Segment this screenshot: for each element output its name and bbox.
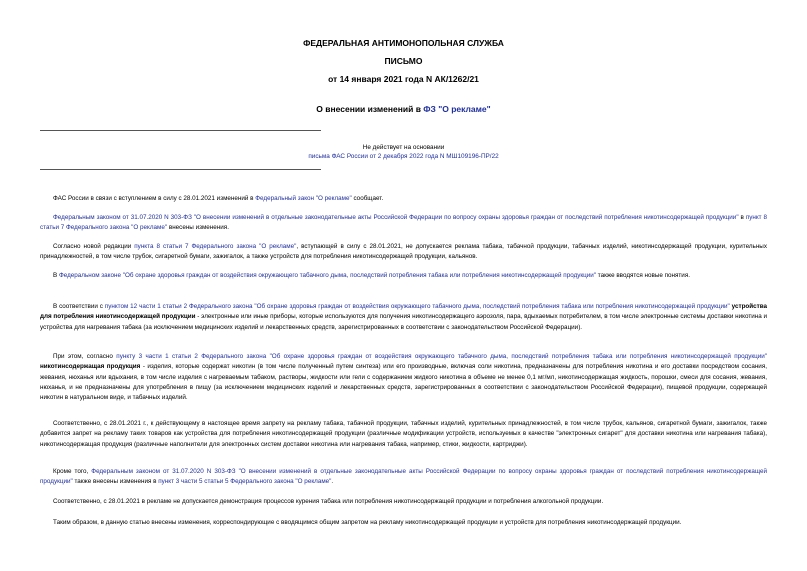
- law-link[interactable]: пункт 8 статьи 7 Федерального закона "О рекламе": [40, 214, 768, 232]
- law-link[interactable]: Федеральном законе "Об охране здоровья граждан от воздействия окружающего табачного дыма, последствий потребления табака или потребления никотинсодержащей продукции": [58, 272, 597, 279]
- status-note-line: Не действует на основании: [362, 144, 445, 151]
- law-link[interactable]: пункта 8 статьи 7 Федерального закона "О рекламе": [134, 243, 297, 250]
- text: При этом, согласно: [53, 353, 117, 360]
- paragraph-3: [40, 242, 767, 263]
- paragraph-9: [40, 497, 767, 507]
- defined-term: устройства для потребления никотинсодержащей продукции: [40, 303, 768, 321]
- text: Согласно новой редакции: [53, 243, 135, 250]
- law-link[interactable]: пунктом 12 части 1 статьи 2 Федерального закона "Об охране здоровья граждан от воздействия окружающего табачного дыма, последствий потребления табака или потребления никотинсодержащей продукции": [104, 303, 730, 310]
- divider-top: [40, 130, 321, 131]
- document-type: ПИСЬМО: [384, 56, 423, 66]
- law-link[interactable]: Федеральный закон "О рекламе": [255, 195, 352, 202]
- text: , вступающей в силу с 28.01.2021, не допускается реклама табака, табачной продукции, табачных изделий, никотинсодержащей продукции, курительных принадлежностей, в том числе трубок, сигаретной бумаги, зажигалок, а также устройств для потребления никотинсодержащей продукции, кальянов.: [40, 243, 767, 261]
- text: В соответствии с: [53, 303, 105, 310]
- document-date-number: от 14 января 2021 года N АК/1262/21: [328, 74, 479, 84]
- title-law-link[interactable]: ФЗ "О рекламе": [423, 104, 491, 114]
- agency-name: ФЕДЕРАЛЬНАЯ АНТИМОНОПОЛЬНАЯ СЛУЖБА: [303, 38, 504, 48]
- law-link[interactable]: Федеральным законом от 31.07.2020 N 303-ФЗ "О внесении изменений в отдельные законодательные акты Российской Федерации по вопросу охраны здоровья граждан от последствий потребления никотинсодержащей продукции": [40, 468, 767, 486]
- paragraph-10: [40, 518, 767, 528]
- text: Соответственно, с 28.01.2021 в рекламе не допускается демонстрация процессов курения табака или потребления никотинсодержащей продукции и потребления алкогольной продукции.: [53, 498, 604, 505]
- paragraph-6: [40, 352, 767, 403]
- paragraph-1: [40, 194, 767, 204]
- text: также внесены изменения в: [72, 478, 159, 486]
- text: В: [53, 272, 59, 279]
- text: внесены изменения.: [167, 224, 229, 232]
- text: - электронные или иные приборы, которые используются для получения никотинсодержащего аэрозоля, пара, вдыхаемых потребителем, в том числе электронные системы доставки никотина и устройства для нагревания табака (за исключением медицинских изделий и лекарственных средств, зарегистрированных в соответствии с законодательством Российской Федерации).: [40, 313, 767, 331]
- status-note-link[interactable]: письма ФАС России от 2 декабря 2022 года N МШ109196-ПР/22: [308, 153, 499, 160]
- paragraph-4: [40, 271, 767, 281]
- paragraph-7: [40, 419, 767, 450]
- law-link[interactable]: пункту 3 части 1 статьи 2 Федерального закона "Об охране здоровья граждан от воздействия окружающего табачного дыма, последствий потребления табака или потребления никотинсодержащей продукции": [116, 353, 767, 360]
- law-link[interactable]: пункт 3 части 5 статьи 5 Федерального закона "О рекламе": [158, 478, 332, 486]
- text: ФАС России в связи с вступлением в силу с 28.01.2021 изменений в: [53, 195, 256, 202]
- text: .: [331, 478, 334, 486]
- text: Кроме того,: [53, 468, 92, 475]
- paragraph-8: [40, 467, 767, 488]
- paragraph-2: [40, 213, 767, 234]
- text: также вводятся новые понятия.: [596, 272, 690, 279]
- defined-term: никотинсодержащая продукция: [40, 363, 141, 371]
- paragraph-5: [40, 302, 767, 333]
- status-note-link-line: [0, 152, 807, 161]
- text: в: [738, 214, 746, 221]
- document-title: [0, 104, 807, 114]
- text: - изделия, которые содержат никотин (в том числе полученный путем синтеза) или его производные, включая соли никотина, предназначены для потребления никотина и его доставки посредством сосания, жевания, нюханья или вдыхания, в том числе изделия с нагреваемым табаком, растворы, жидкости или гели с содержанием жидкого никотина в объеме не менее 0,1 мг/мл, никотинсодержащая жидкость, порошки, смеси для сосания, жевания, нюханья, и не предназначены для употребления в пищу (за исключением медицинских изделий и лекарственных средств, зарегистрированных в соответствии с законодательством Российской Федерации), пищевой продукции, содержащей никотин в натуральном виде, и табачных изделий.: [40, 363, 767, 402]
- title-text: О внесении изменений в: [316, 104, 424, 114]
- divider-bottom: [40, 169, 321, 170]
- text: сообщает.: [351, 195, 384, 202]
- text: Таким образом, в данную статью внесены изменения, корреспондирующие с вводящимся общим запретом на рекламу никотинсодержащей продукции и устройств для потребления никотинсодержащей продукции.: [53, 519, 682, 526]
- text: Соответственно, с 28.01.2021 г., к действующему в настоящее время запрету на рекламу табака, табачной продукции, табачных изделий, курительных принадлежностей, в том числе трубок, кальянов, сигаретной бумаги, зажигалок, также добавится запрет на рекламу таких товаров как устройства для потребления никотинсодержащей продукции (различные модификации устройств, используемых в качестве "электронных сигарет" для доставки никотина или нагревания табака), никотинсодержащая продукция (различные наполнители для электронных систем доставки никотина или нагревания табака, например, стики, жидкости, картриджи).: [40, 420, 767, 448]
- law-link[interactable]: Федеральным законом от 31.07.2020 N 303-ФЗ "О внесении изменений в отдельные законодательные акты Российской Федерации по вопросу охраны здоровья граждан от последствий потребления никотинсодержащей продукции": [53, 214, 739, 221]
